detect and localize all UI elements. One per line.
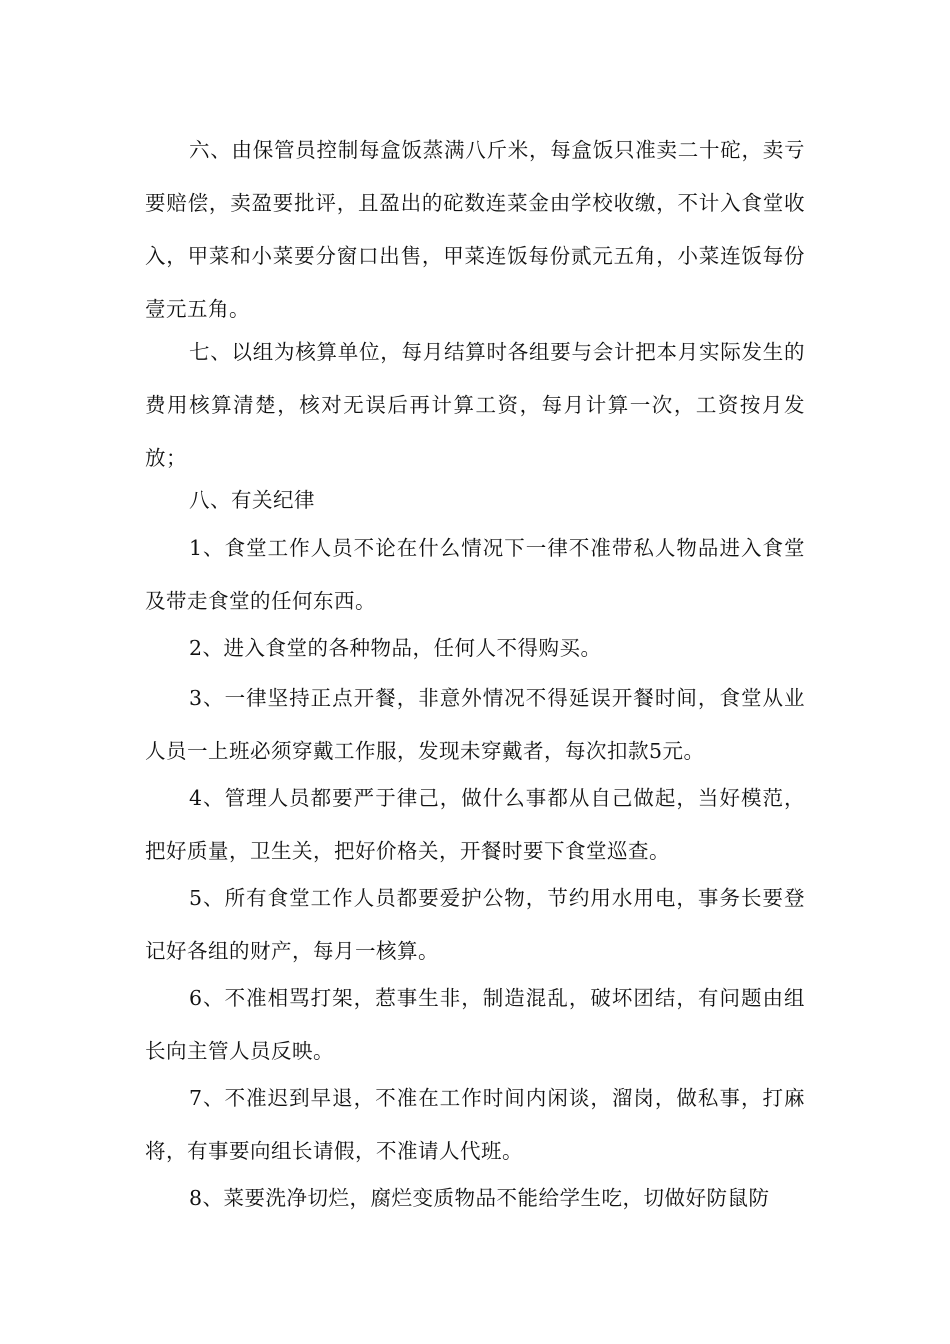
rule-7: 7、不准迟到早退，不准在工作时间内闲谈，溜岗，做私事，打麻将，有事要向组长请假，不准请人代班。 [145, 1086, 805, 1163]
rule-4: 4、管理人员都要严于律己，做什么事都从自己做起，当好模范，把好质量，卫生关，把好价格关，开餐时要下食堂巡查。 [145, 786, 805, 863]
rule-3: 3、一律坚持正点开餐，非意外情况不得延误开餐时间，食堂从业人员一上班必须穿戴工作服，发现未穿戴者，每次扣款5元。 [145, 686, 805, 763]
paragraph-6-meal-rules: 六、由保管员控制每盒饭蒸满八斤米，每盒饭只准卖二十砣，卖亏要赔偿，卖盈要批评，且盈出的砣数连菜金由学校收缴，不计入食堂收入，甲菜和小菜要分窗口出售，甲菜连饭每份贰元五角，小菜连饭每份壹元五角。 [145, 138, 805, 321]
rule-5: 5、所有食堂工作人员都要爱护公物，节约用水用电，事务长要登记好各组的财产，每月一核算。 [145, 886, 805, 963]
rule-8: 8、菜要洗净切烂，腐烂变质物品不能给学生吃，切做好防鼠防 [189, 1186, 770, 1210]
rule-1: 1、食堂工作人员不论在什么情况下一律不准带私人物品进入食堂及带走食堂的任何东西。 [145, 536, 805, 613]
paragraph-7-accounting: 七、以组为核算单位，每月结算时各组要与会计把本月实际发生的费用核算清楚，核对无误后再计算工资，每月计算一次，工资按月发放； [145, 340, 805, 470]
paragraph-8-discipline-heading: 八、有关纪律 [189, 488, 315, 512]
rule-6: 6、不准相骂打架，惹事生非，制造混乱，破坏团结，有问题由组长向主管人员反映。 [145, 986, 805, 1063]
rule-2: 2、进入食堂的各种物品，任何人不得购买。 [189, 636, 602, 660]
